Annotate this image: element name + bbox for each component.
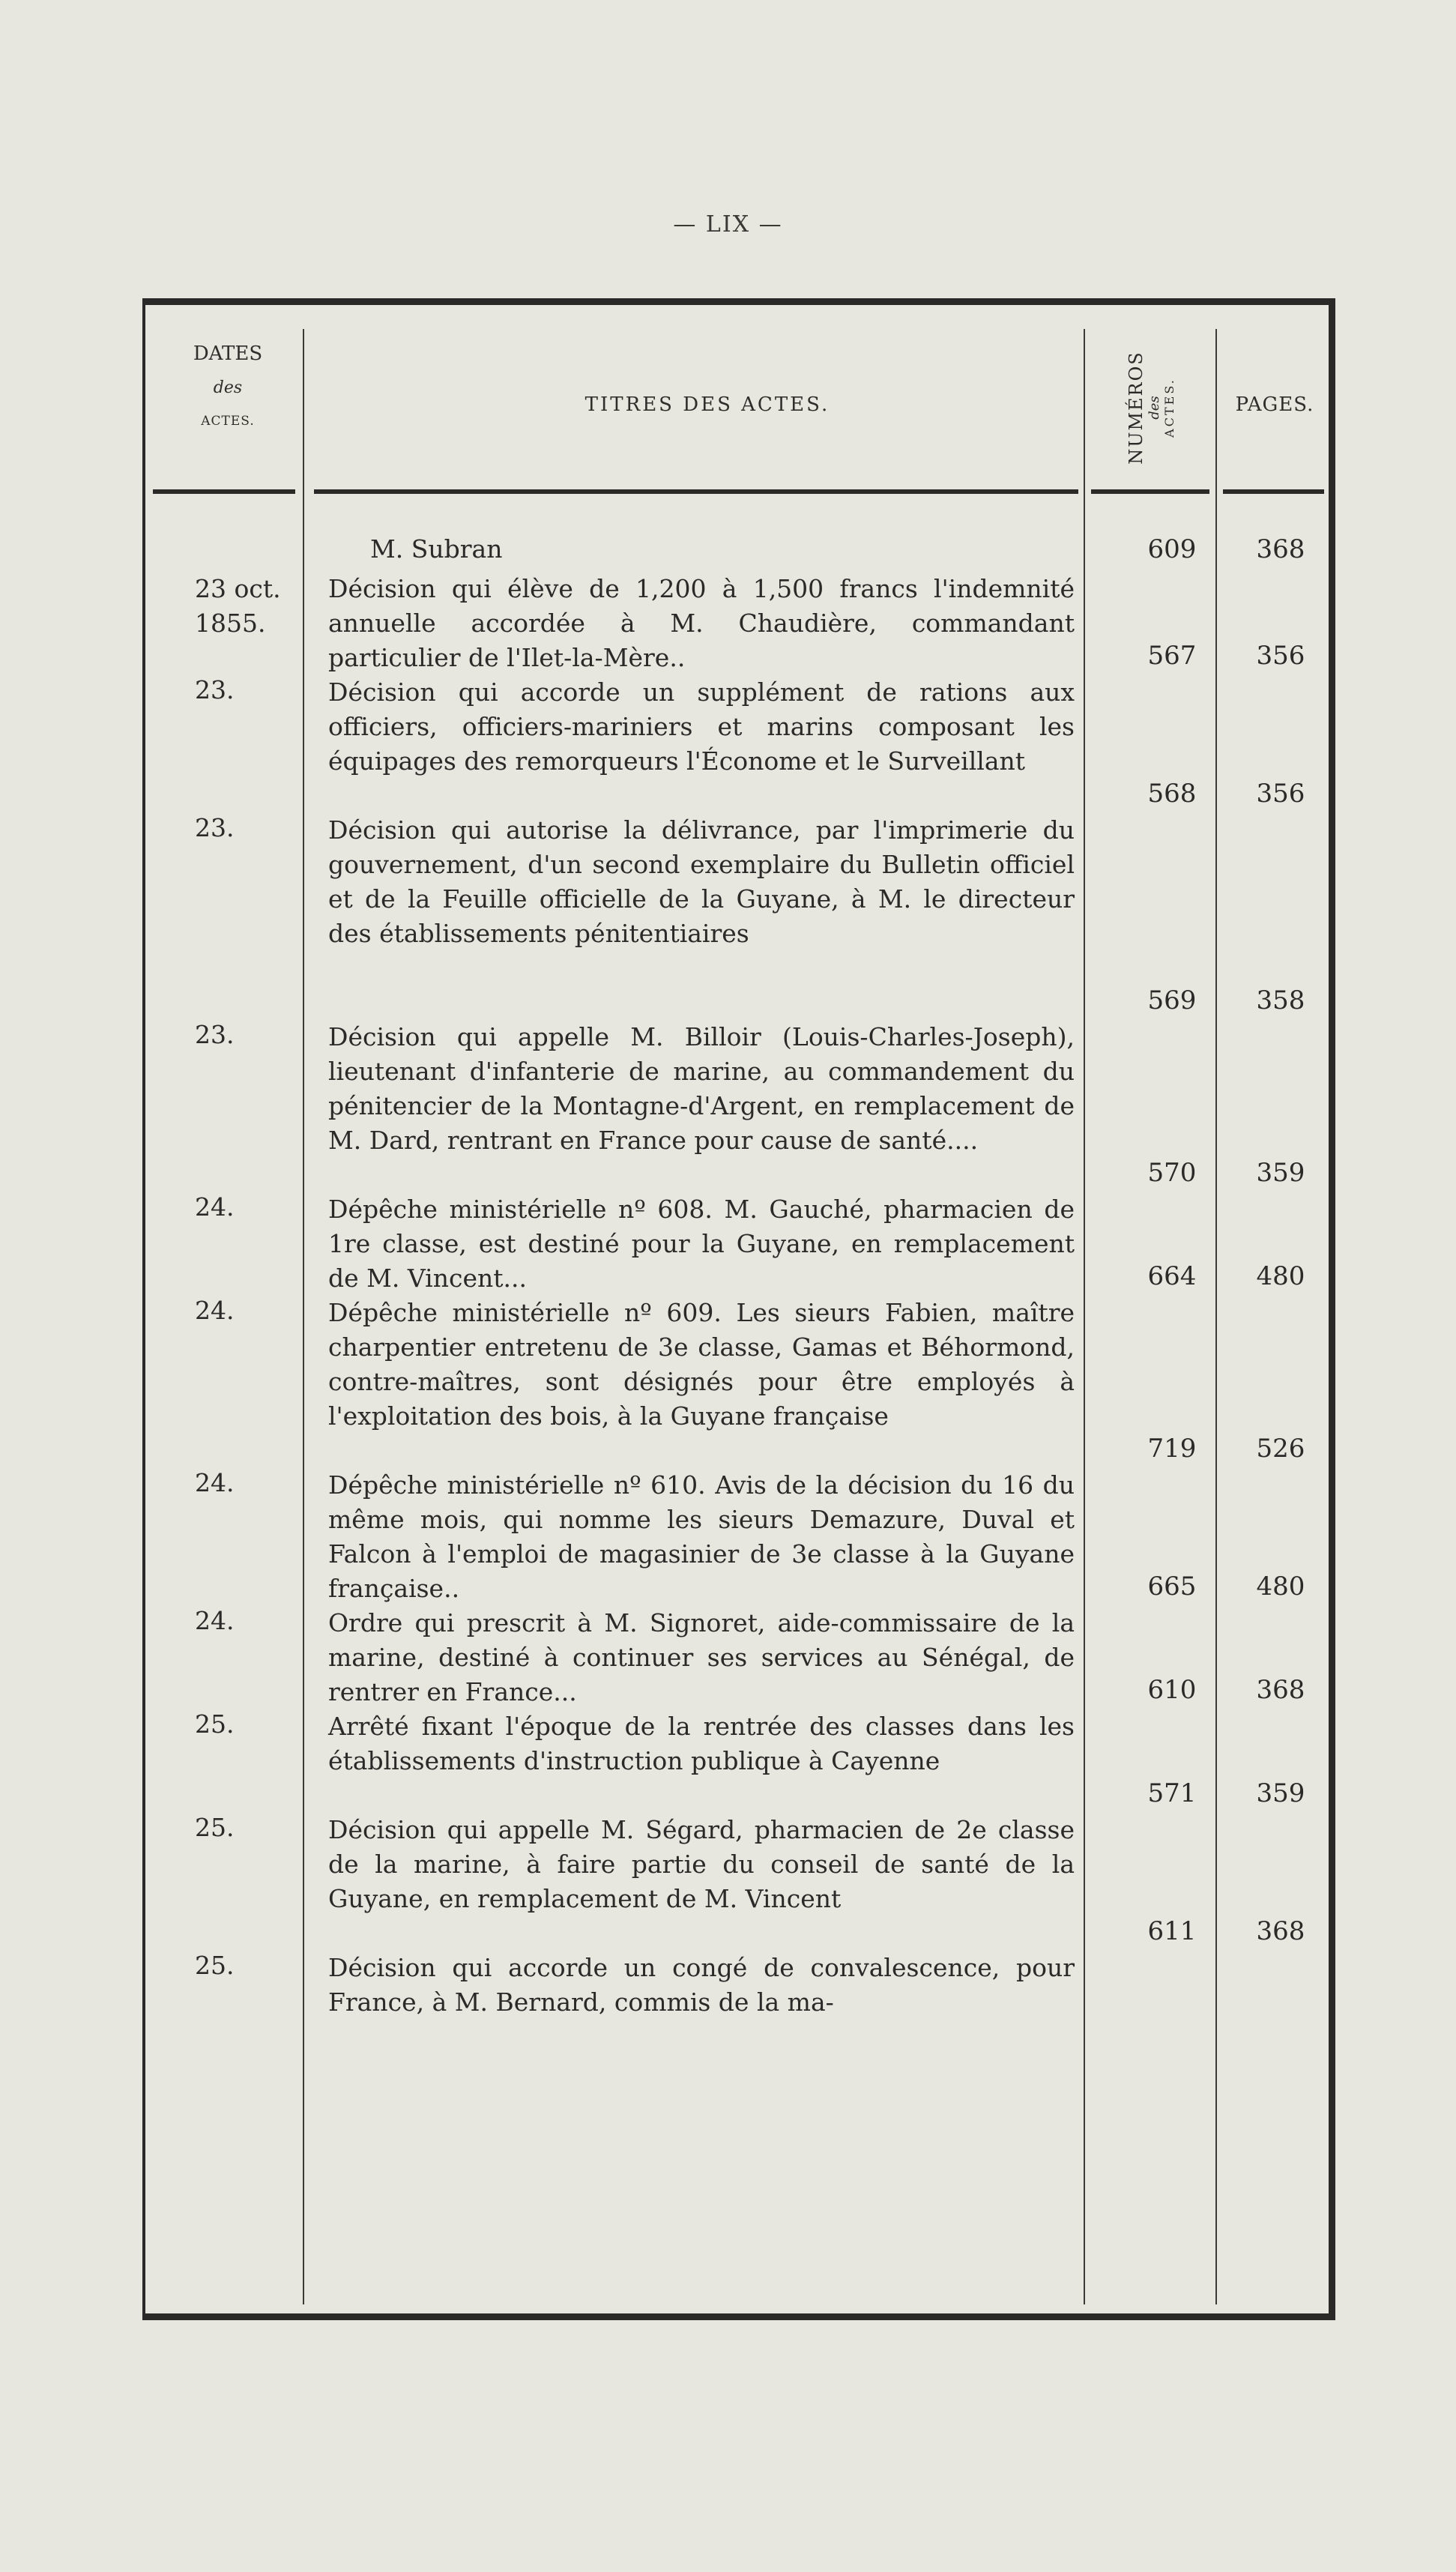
row-title: Décision qui élève de 1,200 à 1,500 francs l'indemnité annuelle accordée à M. Chaudière, commandant particulier de l'Ilet-la-Mère..	[328, 574, 1075, 672]
row-page: 356	[1256, 641, 1305, 671]
row-title: Décision qui appelle M. Ségard, pharmacien de 2e classe de la marine, à faire partie du conseil de santé de la Guyane, en remplacement de M. Vincent	[328, 1815, 1075, 1913]
row-title: Décision qui appelle M. Billoir (Louis-Charles-Joseph), lieutenant d'infanterie de marine, au commandement du pénitencier de la Montagne-d'Argent, en remplacement de M. Dard, rentrant en France pour cause de santé....	[328, 1022, 1075, 1155]
row-date: 23.	[195, 675, 235, 704]
row-date: 25.	[195, 1709, 235, 1739]
row-title: Dépêche ministérielle nº 608. M. Gauché, pharmacien de 1re classe, est destiné pour la Guyane, en remplacement de M. Vincent...	[328, 1195, 1075, 1293]
column-rule-numeros	[1215, 329, 1217, 2304]
row-page: 359	[1256, 1158, 1305, 1188]
row-title: Dépêche ministérielle nº 609. Les sieurs Fabien, maître charpentier entretenu de 3e classe, Gamas et Béhormond, contre-maîtres, sont désignés pour être employés à l'exploitation des bois, à la Guyane française	[328, 1298, 1075, 1431]
header-dates-line2: des	[213, 378, 243, 397]
row-page: 368	[1256, 1916, 1305, 1946]
column-rule-dates	[303, 329, 304, 2304]
row-number: 664	[1147, 1261, 1197, 1291]
row-number: 719	[1147, 1434, 1197, 1464]
header-numeros-line1: NUMÉROS	[1126, 350, 1147, 465]
row-number: 570	[1147, 1158, 1197, 1188]
row-number: 665	[1147, 1572, 1197, 1602]
header-rule-numeros	[1091, 489, 1209, 494]
header-rule-titles	[314, 489, 1078, 494]
row-date: 23.	[195, 1020, 235, 1049]
header-rule-dates	[153, 489, 295, 494]
row-page: 480	[1256, 1261, 1305, 1291]
row-page: 480	[1256, 1572, 1305, 1602]
header-titles: TITRES DES ACTES.	[584, 393, 830, 416]
header-numeros-line3: ACTES.	[1162, 377, 1176, 438]
row-title: Arrêté fixant l'époque de la rentrée des classes dans les établissements d'instruction publique à Cayenne	[328, 1712, 1075, 1775]
column-rule-titles	[1084, 329, 1085, 2304]
header-dates-line1: DATES	[193, 342, 263, 365]
row-page: 359	[1256, 1778, 1305, 1808]
row-number: 567	[1147, 641, 1197, 671]
header-dates-line3: ACTES.	[201, 414, 255, 429]
row-page: 526	[1256, 1434, 1305, 1464]
row-page: 368	[1256, 534, 1305, 564]
header-rule-pages	[1223, 489, 1324, 494]
row-date: 24.	[195, 1192, 235, 1222]
row-number: 568	[1147, 779, 1197, 809]
row-number: 611	[1147, 1916, 1197, 1946]
row-number: 569	[1147, 985, 1197, 1015]
row-date: 23.	[195, 813, 235, 842]
row-title: Décision qui accorde un supplément de rations aux officiers, officiers-mariniers et marins composant les équipages des remorqueurs l'Économe et le Surveillant	[328, 677, 1075, 776]
row-page: 368	[1256, 1675, 1305, 1705]
row-date: 23 oct. 1855.	[195, 574, 281, 638]
page-header: — LIX —	[673, 211, 783, 238]
row-date: 25.	[195, 1813, 235, 1842]
row-title: M. Subran	[370, 534, 503, 564]
row-title: Décision qui autorise la délivrance, par l'imprimerie du gouvernement, d'un second exemplaire du Bulletin officiel et de la Feuille officielle de la Guyane, à M. le directeur des établissements pénitentiaires	[328, 815, 1075, 948]
acts-table	[142, 298, 1335, 2320]
header-numeros-line2: des	[1147, 395, 1162, 420]
row-page: 356	[1256, 779, 1305, 809]
row-number: 571	[1147, 1778, 1197, 1808]
row-date: 24.	[195, 1468, 235, 1497]
row-number: 610	[1147, 1675, 1197, 1705]
row-title: Décision qui accorde un congé de convalescence, pour France, à M. Bernard, commis de la ma-	[328, 1953, 1075, 2017]
header-pages: PAGES.	[1235, 393, 1314, 416]
row-title: Dépêche ministérielle nº 610. Avis de la décision du 16 du même mois, qui nomme les sieurs Demazure, Duval et Falcon à l'emploi de magasinier de 3e classe à la Guyane française..	[328, 1470, 1075, 1603]
row-date: 24.	[195, 1606, 235, 1635]
row-title: Ordre qui prescrit à M. Signoret, aide-commissaire de la marine, destiné à continuer ses services au Sénégal, de rentrer en France...	[328, 1608, 1075, 1706]
row-date: 25.	[195, 1951, 235, 1980]
header-numeros	[1091, 330, 1211, 484]
row-date: 24.	[195, 1296, 235, 1325]
header-dates	[153, 327, 303, 429]
row-number: 609	[1147, 534, 1197, 564]
row-page: 358	[1256, 985, 1305, 1015]
